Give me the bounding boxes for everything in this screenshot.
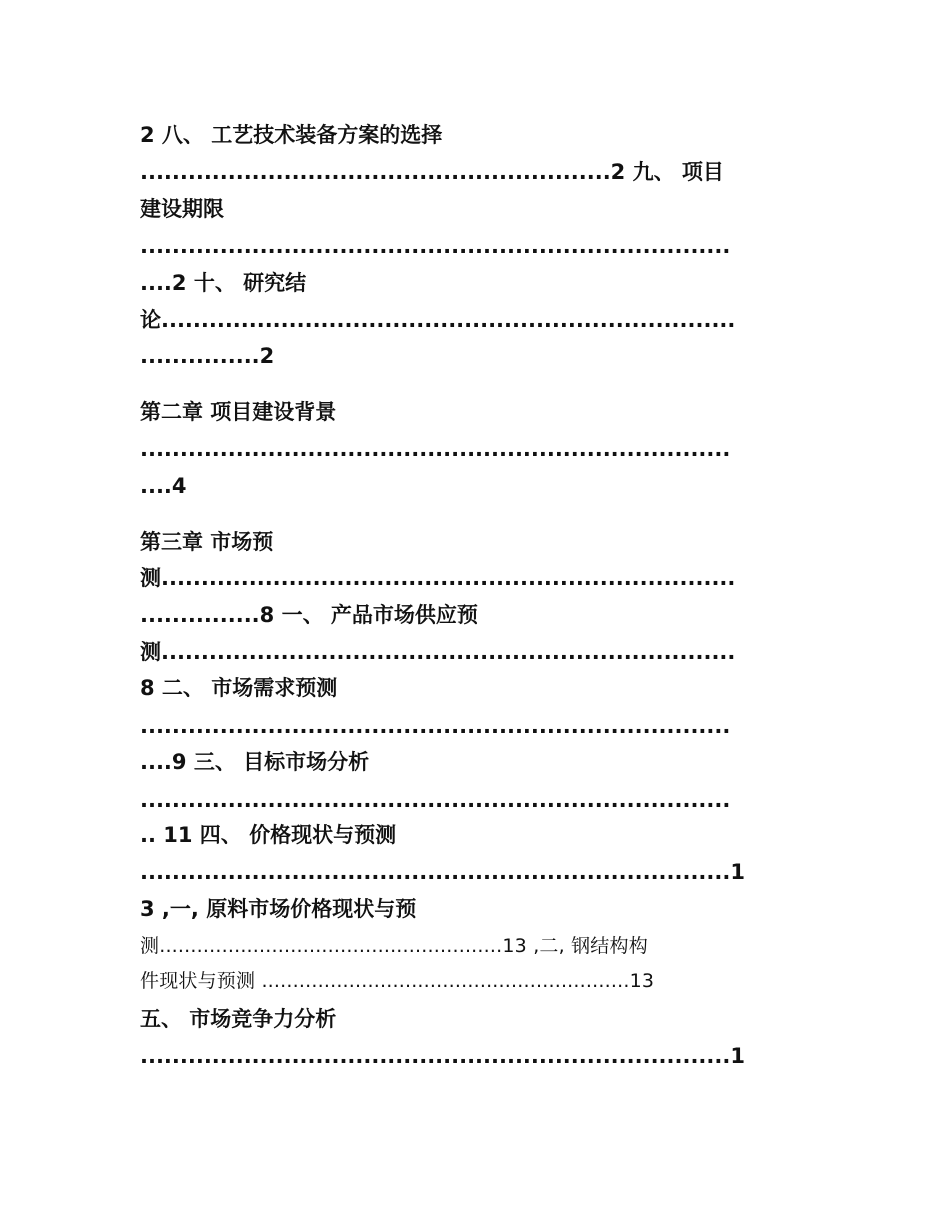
toc-line: 五、 市场竞争力分析 [140, 1007, 337, 1031]
toc-line: .. 11 四、 价格现状与预测 [140, 823, 397, 847]
toc-line: .......................................................................... [140, 788, 731, 812]
toc-line: .......................................................................... [140, 437, 731, 461]
toc-heading: 第二章 项目建设背景 [140, 400, 337, 424]
toc-line: .......................................................................... [140, 234, 731, 258]
toc-line: ..........................................................................1 [140, 860, 745, 884]
toc-line: 测........................................................................ [140, 566, 736, 590]
toc-line: 测.......................................................13 ,二, 钢结构构 [140, 935, 648, 957]
toc-line: ....9 三、 目标市场分析 [140, 750, 370, 774]
toc-line: 建设期限 [140, 197, 224, 221]
toc-line: ....4 [140, 474, 187, 498]
toc-heading: 第三章 市场预 [140, 530, 274, 554]
toc-line: .......................................................................... [140, 714, 731, 738]
toc-line: 测........................................................................ [140, 640, 736, 664]
toc-line: 件现状与预测 ...........................................................13 [140, 970, 655, 992]
toc-line: ....2 十、 研究结 [140, 271, 307, 295]
toc-line: ...............8 一、 产品市场供应预 [140, 603, 478, 627]
toc-line: ...........................................................2 九、 项目 [140, 160, 724, 184]
toc-line: 3 ,一, 原料市场价格现状与预 [140, 897, 417, 921]
toc-line: ..........................................................................1 [140, 1044, 745, 1068]
toc-line: ...............2 [140, 344, 275, 368]
toc-line: 论........................................................................ [140, 308, 736, 332]
toc-line: 2 八、 工艺技术装备方案的选择 [140, 123, 443, 147]
toc-line: 8 二、 市场需求预测 [140, 676, 338, 700]
